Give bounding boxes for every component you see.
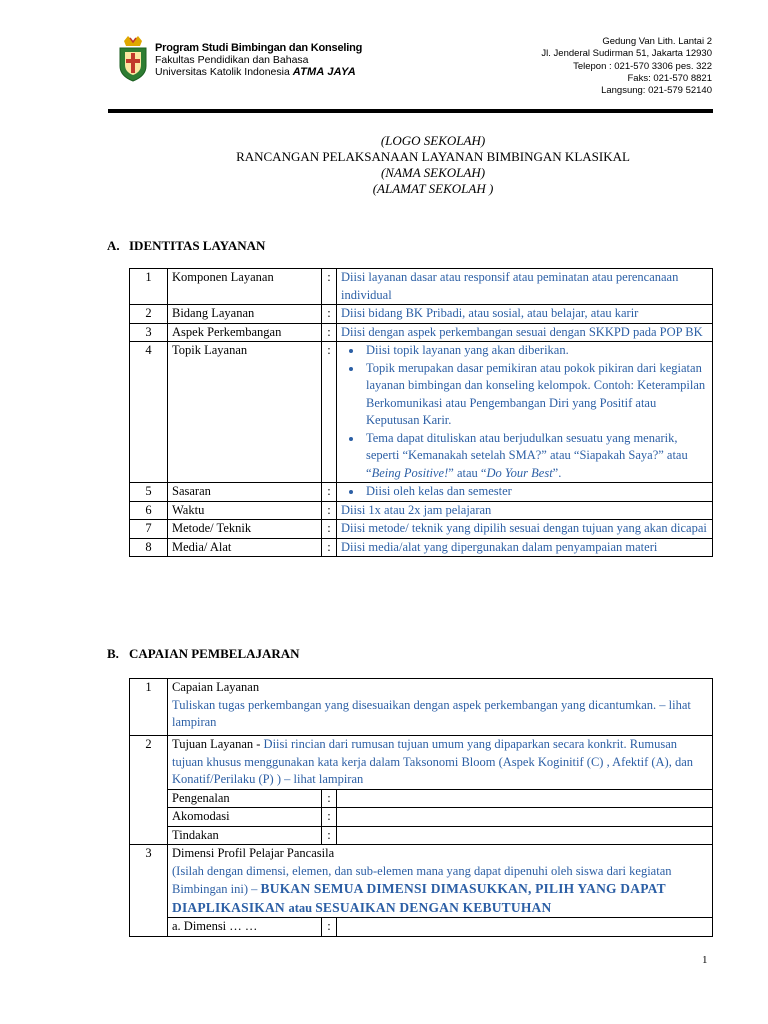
row-content (168, 679, 713, 736)
table-row (130, 501, 713, 520)
table-row (130, 918, 713, 937)
address-line: Faks: 021-570 8821 (627, 72, 712, 84)
row-separator: : (322, 918, 337, 937)
row-separator: : (322, 305, 337, 324)
address-line: Jl. Jenderal Sudirman 51, Jakarta 12930 (541, 48, 712, 60)
header-divider (108, 109, 713, 113)
university-brand: ATMA JAYA (292, 66, 356, 78)
table-row (130, 483, 713, 502)
row-label: Dimensi Profil Pelajar Pancasila (172, 846, 335, 860)
row-number: 8 (130, 538, 168, 557)
row-value (337, 342, 713, 483)
section-number: B. (107, 646, 119, 661)
row-separator: : (322, 826, 337, 845)
university-name: Universitas Katolik Indonesia (155, 66, 290, 78)
learning-outcome-table (129, 678, 713, 937)
address-line: Telepon : 021-570 3306 pes. 322 (573, 60, 712, 72)
sub-row-label: Tindakan (168, 826, 322, 845)
table-row (130, 679, 713, 736)
university-crest-logo (118, 36, 148, 82)
bullet-text: Tema dapat dituliskan atau berjudulkan sesuatu yang menarik, seperti “Kemanakah setelah SMA?” atau “Siapakah Saya?” atau “ (366, 430, 688, 480)
row-number: 1 (130, 679, 168, 736)
row-label: Metode/ Teknik (168, 520, 322, 539)
row-description (172, 863, 708, 918)
bullet-text: ” atau “ (448, 465, 487, 480)
table-row (130, 789, 713, 808)
table-row (130, 736, 713, 790)
school-name-placeholder: (NAMA SEKOLAH) (380, 165, 486, 180)
row-label: Aspek Perkembangan (168, 323, 322, 342)
identity-table (129, 268, 713, 557)
bullet-item (363, 430, 708, 483)
section-title: CAPAIAN PEMBELAJARAN (129, 646, 300, 661)
row-number: 2 (130, 305, 168, 324)
row-separator: : (322, 520, 337, 539)
table-row (130, 269, 713, 305)
bullet-italic-text: Do Your Best (486, 465, 553, 480)
row-content (168, 845, 713, 918)
emphasis-text: BUKAN SEMUA DIMENSI DIMASUKKAN, PILIH YANG DAPAT DIAPLIKASIKAN (172, 881, 666, 915)
row-label: Tujuan Layanan - (172, 737, 264, 751)
bullet-item: • Diisi oleh kelas dan semester (363, 483, 708, 501)
bullet-list (341, 342, 708, 482)
table-row (130, 826, 713, 845)
row-number: 5 (130, 483, 168, 502)
table-row (130, 305, 713, 324)
table-row (130, 323, 713, 342)
row-description: Diisi rincian dari rumusan tujuan umum yang dipaparkan secara konkrit. Rumusan tujuan khusus menggunakan kata kerja dalam Taksonomi Bloom (Aspek Koginitif (C) , Afektif (A), dan Konatif/Perilaku (P) ) – lihat lampiran (172, 737, 694, 786)
row-separator: : (322, 501, 337, 520)
row-separator: : (322, 323, 337, 342)
row-separator: : (322, 269, 337, 305)
row-separator: : (322, 808, 337, 827)
row-label: Komponen Layanan (168, 269, 322, 305)
row-value: Diisi media/alat yang dipergunakan dalam penyampaian materi (337, 538, 713, 557)
section-a-heading (107, 238, 265, 254)
row-separator: : (322, 483, 337, 502)
row-number: 4 (130, 342, 168, 483)
row-number: 2 (130, 736, 168, 845)
contact-address (541, 36, 712, 97)
row-label: Waktu (168, 501, 322, 520)
address-line: Langsung: 021-579 52140 (601, 85, 712, 97)
school-logo-placeholder: (LOGO SEKOLAH) (380, 133, 486, 148)
row-label: Bidang Layanan (168, 305, 322, 324)
row-content (168, 736, 713, 790)
emphasis-text: atau (288, 900, 316, 915)
faculty-name: Fakultas Pendidikan dan Bahasa (155, 54, 309, 66)
row-value: Diisi bidang BK Pribadi, atau sosial, atau belajar, atau karir (337, 305, 713, 324)
emphasis-text: SESUAIKAN DENGAN KEBUTUHAN (315, 899, 552, 915)
row-number: 7 (130, 520, 168, 539)
sub-row-value (337, 808, 713, 827)
sub-row-label: Pengenalan (168, 789, 322, 808)
sub-row-label: a. Dimensi … … (168, 918, 322, 937)
row-description: Tuliskan tugas perkembangan yang disesuaikan dengan aspek perkembangan yang dicantumkan. – lihat lampiran (172, 697, 691, 729)
bullet-item: • Topik merupakan dasar pemikiran atau pokok pikiran dari kegiatan layanan bimbingan dan konseling kelompok. Contoh: Keterampilan Berkomunikasi atau Pengembangan Diri yang Positif atau Keputusan Karir. (363, 360, 708, 430)
bullet-item: • Diisi topik layanan yang akan diberikan. (363, 342, 708, 360)
bullet-list (341, 483, 708, 501)
table-row (130, 520, 713, 539)
row-label: Sasaran (168, 483, 322, 502)
table-row (130, 538, 713, 557)
row-number: 1 (130, 269, 168, 305)
sub-row-value (337, 918, 713, 937)
document-title: RANCANGAN PELAKSANAAN LAYANAN BIMBINGAN KLASIKAL (236, 149, 630, 164)
row-number: 6 (130, 501, 168, 520)
row-value: Diisi layanan dasar atau responsif atau peminatan atau perencanaan individual (337, 269, 713, 305)
address-line: Gedung Van Lith. Lantai 2 (602, 36, 712, 47)
row-label: Media/ Alat (168, 538, 322, 557)
page-number: 1 (702, 954, 708, 966)
row-description-text: (Isilah dengan dimensi, elemen, dan sub-elemen mana yang dapat dipenuhi oleh siswa dari kegiatan Bimbingan ini) – (172, 863, 672, 896)
sub-row-label: Akomodasi (168, 808, 322, 827)
bullet-text: ”. (552, 465, 562, 480)
school-address-placeholder: (ALAMAT SEKOLAH ) (372, 181, 494, 196)
letterhead (0, 0, 768, 120)
bullet-italic-text: Being Positive! (371, 465, 449, 480)
table-row (130, 808, 713, 827)
table-row (130, 845, 713, 918)
section-b-heading (107, 646, 300, 662)
section-number: A. (107, 238, 120, 253)
row-number: 3 (130, 323, 168, 342)
table-row (130, 342, 713, 483)
section-title: IDENTITAS LAYANAN (129, 238, 266, 253)
row-value (337, 483, 713, 502)
row-value: Diisi dengan aspek perkembangan sesuai dengan SKKPD pada POP BK (337, 323, 713, 342)
row-separator: : (322, 789, 337, 808)
row-label: Topik Layanan (168, 342, 322, 483)
row-label: Capaian Layanan (172, 680, 260, 694)
row-value: Diisi metode/ teknik yang dipilih sesuai dengan tujuan yang akan dicapai (337, 520, 713, 539)
row-separator: : (322, 538, 337, 557)
row-separator: : (322, 342, 337, 483)
program-name: Program Studi Bimbingan dan Konseling (155, 42, 363, 54)
sub-row-value (337, 826, 713, 845)
row-number: 3 (130, 845, 168, 937)
sub-row-value (337, 789, 713, 808)
row-value: Diisi 1x atau 2x jam pelajaran (337, 501, 713, 520)
document-title-block (108, 133, 758, 197)
